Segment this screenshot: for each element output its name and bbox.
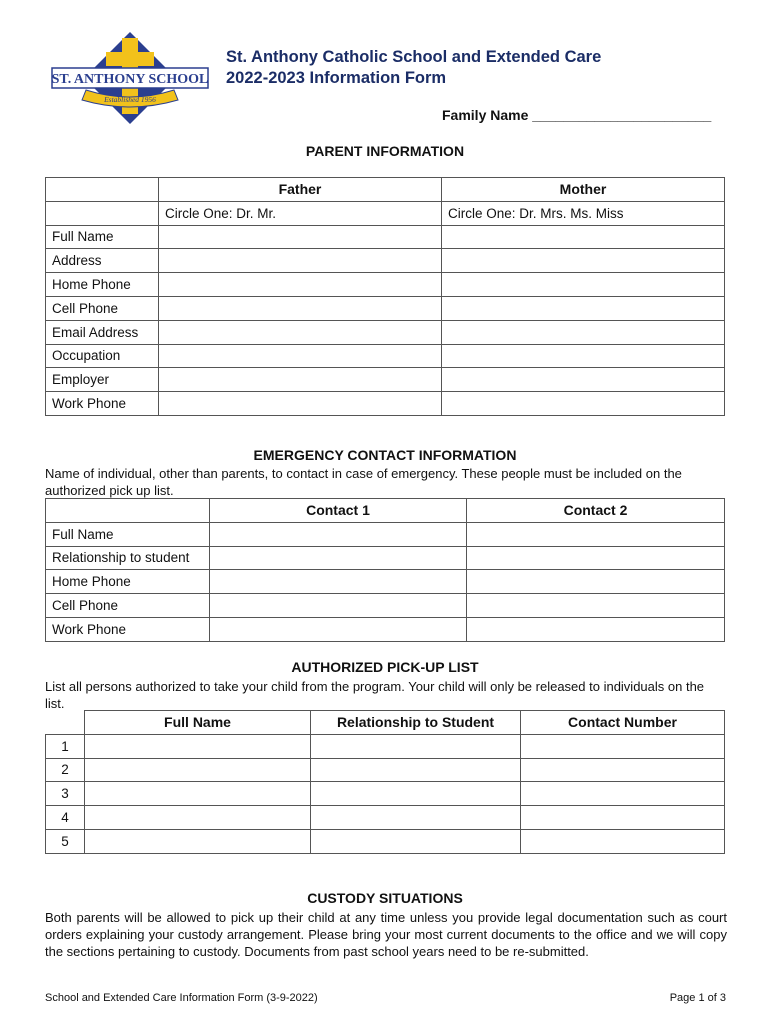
logo-established: Established 1956 bbox=[104, 95, 156, 104]
row-label: Employer bbox=[46, 368, 159, 392]
row-label: Cell Phone bbox=[46, 296, 159, 320]
logo-school-name: ST. ANTHONY SCHOOL bbox=[51, 72, 209, 87]
pickup-contact-input[interactable] bbox=[521, 806, 725, 830]
mother-title-choice[interactable]: Circle One: Dr. Mrs. Ms. Miss bbox=[442, 201, 725, 225]
contact-2-home-phone-input[interactable] bbox=[467, 570, 725, 594]
pickup-full-name-input[interactable] bbox=[85, 829, 311, 853]
pickup-header-full-name: Full Name bbox=[85, 711, 311, 735]
row-label: Work Phone bbox=[46, 392, 159, 416]
pickup-contact-input[interactable] bbox=[521, 782, 725, 806]
pickup-full-name-input[interactable] bbox=[85, 734, 311, 758]
table-row bbox=[46, 806, 725, 830]
father-email-input[interactable] bbox=[159, 320, 442, 344]
row-label: Email Address bbox=[46, 320, 159, 344]
row-label: Full Name bbox=[46, 522, 210, 546]
row-label: Full Name bbox=[46, 225, 159, 249]
row-label: Home Phone bbox=[46, 273, 159, 297]
mother-employer-input[interactable] bbox=[442, 368, 725, 392]
father-header: Father bbox=[159, 178, 442, 202]
parent-info-table bbox=[45, 177, 725, 416]
school-logo bbox=[50, 30, 210, 126]
mother-email-input[interactable] bbox=[442, 320, 725, 344]
table-row bbox=[46, 829, 725, 853]
custody-title: CUSTODY SITUATIONS bbox=[307, 890, 463, 906]
row-label: Address bbox=[46, 249, 159, 273]
pickup-relationship-input[interactable] bbox=[311, 782, 521, 806]
pickup-title: AUTHORIZED PICK-UP LIST bbox=[291, 659, 479, 675]
emergency-description: Name of individual, other than parents, to contact in case of emergency. These people must be included on the authorized pick up list. bbox=[45, 466, 682, 498]
father-title-choice[interactable]: Circle One: Dr. Mr. bbox=[159, 201, 442, 225]
row-label: Work Phone bbox=[46, 617, 210, 641]
contact-1-cell-phone-input[interactable] bbox=[210, 594, 467, 618]
footer-form-name: School and Extended Care Information Form (3-9-2022) bbox=[45, 992, 318, 1004]
emergency-corner-cell bbox=[46, 499, 210, 523]
contact-2-relationship-input[interactable] bbox=[467, 546, 725, 570]
pickup-contact-input[interactable] bbox=[521, 829, 725, 853]
pickup-full-name-input[interactable] bbox=[85, 782, 311, 806]
father-cell-phone-input[interactable] bbox=[159, 296, 442, 320]
pickup-full-name-input[interactable] bbox=[85, 758, 311, 782]
row-label: Cell Phone bbox=[46, 594, 210, 618]
mother-full-name-input[interactable] bbox=[442, 225, 725, 249]
emergency-title: EMERGENCY CONTACT INFORMATION bbox=[253, 447, 517, 463]
family-name-field[interactable]: Family Name _______________________ bbox=[442, 107, 712, 123]
mother-home-phone-input[interactable] bbox=[442, 273, 725, 297]
title-line-1: St. Anthony Catholic School and Extended Care bbox=[226, 48, 602, 66]
pickup-row-number: 2 bbox=[46, 758, 85, 782]
mother-header: Mother bbox=[442, 178, 725, 202]
table-row bbox=[46, 758, 725, 782]
contact-1-relationship-input[interactable] bbox=[210, 546, 467, 570]
pickup-row-number: 5 bbox=[46, 829, 85, 853]
contact-2-work-phone-input[interactable] bbox=[467, 617, 725, 641]
row-label: Home Phone bbox=[46, 570, 210, 594]
contact-1-header: Contact 1 bbox=[210, 499, 467, 523]
custody-text: Both parents will be allowed to pick up their child at any time unless you provide legal documentation such as court orders explaining your custody arrangement. Please bring your most current documents to the office and we will copy the sections pertaining to custody. Documents from past school years need to be re-submitted. bbox=[45, 910, 727, 959]
form-title bbox=[226, 47, 601, 89]
row-label: Relationship to student bbox=[46, 546, 210, 570]
father-work-phone-input[interactable] bbox=[159, 392, 442, 416]
pickup-row-number: 1 bbox=[46, 734, 85, 758]
pickup-relationship-input[interactable] bbox=[311, 829, 521, 853]
contact-1-full-name-input[interactable] bbox=[210, 522, 467, 546]
parent-info-title: PARENT INFORMATION bbox=[305, 143, 465, 159]
pickup-description: List all persons authorized to take your child from the program. Your child will only be released to individuals on the list. bbox=[45, 679, 705, 711]
mother-cell-phone-input[interactable] bbox=[442, 296, 725, 320]
contact-1-work-phone-input[interactable] bbox=[210, 617, 467, 641]
footer-page-number: Page 1 of 3 bbox=[669, 992, 726, 1004]
pickup-relationship-input[interactable] bbox=[311, 758, 521, 782]
pickup-contact-input[interactable] bbox=[521, 758, 725, 782]
pickup-relationship-input[interactable] bbox=[311, 806, 521, 830]
emergency-table bbox=[45, 498, 725, 642]
contact-2-cell-phone-input[interactable] bbox=[467, 594, 725, 618]
pickup-header-relationship: Relationship to Student bbox=[311, 711, 521, 735]
contact-1-home-phone-input[interactable] bbox=[210, 570, 467, 594]
father-address-input[interactable] bbox=[159, 249, 442, 273]
pickup-full-name-input[interactable] bbox=[85, 806, 311, 830]
parent-blank-cell bbox=[46, 201, 159, 225]
father-employer-input[interactable] bbox=[159, 368, 442, 392]
pickup-row-number: 4 bbox=[46, 806, 85, 830]
parent-corner-cell bbox=[46, 178, 159, 202]
contact-2-full-name-input[interactable] bbox=[467, 522, 725, 546]
pickup-contact-input[interactable] bbox=[521, 734, 725, 758]
contact-2-header: Contact 2 bbox=[467, 499, 725, 523]
pickup-row-number: 3 bbox=[46, 782, 85, 806]
pickup-header-contact: Contact Number bbox=[521, 711, 725, 735]
mother-occupation-input[interactable] bbox=[442, 344, 725, 368]
mother-address-input[interactable] bbox=[442, 249, 725, 273]
father-full-name-input[interactable] bbox=[159, 225, 442, 249]
title-line-2: 2022-2023 Information Form bbox=[226, 69, 447, 87]
pickup-relationship-input[interactable] bbox=[311, 734, 521, 758]
pickup-corner-cell bbox=[46, 711, 85, 735]
father-occupation-input[interactable] bbox=[159, 344, 442, 368]
row-label: Occupation bbox=[46, 344, 159, 368]
table-row bbox=[46, 734, 725, 758]
table-row bbox=[46, 782, 725, 806]
father-home-phone-input[interactable] bbox=[159, 273, 442, 297]
pickup-table bbox=[45, 710, 725, 854]
mother-work-phone-input[interactable] bbox=[442, 392, 725, 416]
